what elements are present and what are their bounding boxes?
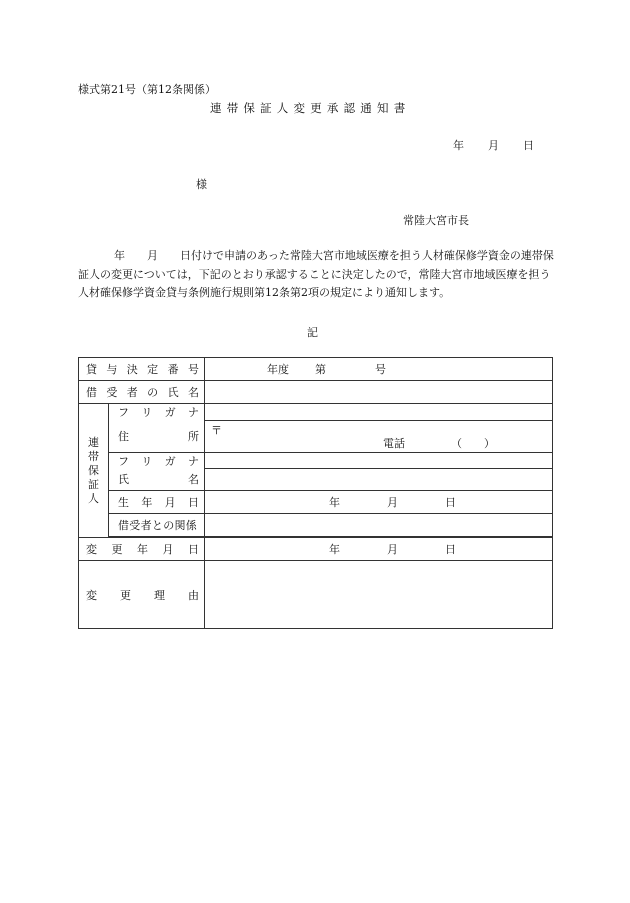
guarantor-name-furigana-value[interactable]	[205, 452, 553, 469]
label-char: 者	[126, 386, 138, 399]
guarantor-change-table	[78, 357, 553, 629]
label-char: ガ	[164, 406, 176, 419]
label-char: 月	[164, 496, 176, 509]
loan-dai-label: 第	[315, 363, 326, 376]
label-char: リ	[141, 406, 153, 419]
guarantor-birth-label	[109, 491, 205, 514]
borrower-name-label	[79, 381, 205, 404]
loan-number-label	[79, 358, 205, 381]
label-char: ナ	[187, 406, 199, 419]
issue-date	[453, 137, 534, 153]
label-char: 変	[86, 588, 97, 602]
issue-month-label: 月	[488, 139, 499, 152]
label-char: 氏	[167, 386, 179, 399]
body-text: 日付けで申請のあった常陸大宮市地域医療を担う人材確保修学資金の連帯保証人の変更については，下記のとおり承認することに決定したので，常陸大宮市地域医療を担う人材確保修学資金貸与条例施行規則第12条第2項の規定により通知します。	[78, 249, 554, 299]
loan-nendo-label: 年度	[267, 363, 289, 376]
label-char: 与	[106, 363, 118, 376]
guarantor-address-value[interactable]	[205, 420, 553, 452]
change-date-value[interactable]	[205, 538, 553, 561]
guarantor-address-furigana-value[interactable]	[205, 404, 553, 421]
label-char: 由	[188, 588, 199, 602]
guarantor-name-value[interactable]	[205, 469, 553, 491]
guarantor-relation-label	[109, 514, 205, 537]
guarantor-birth-value[interactable]	[205, 491, 553, 514]
body-paragraph	[78, 247, 558, 303]
loan-number-value[interactable]	[205, 358, 553, 381]
ki-heading: 記	[307, 326, 318, 339]
birth-day-label: 日	[445, 496, 456, 509]
body-month-label: 月	[147, 249, 158, 262]
label-char: の	[147, 386, 159, 399]
postal-mark: 〒	[211, 423, 222, 437]
label-char: 変	[86, 543, 97, 556]
label-char: 貸	[86, 363, 97, 376]
document-title: 連帯保証人変更承認通知書	[210, 101, 411, 115]
label-char: 理	[154, 588, 165, 602]
label-char: 氏	[118, 473, 129, 487]
body-year-label: 年	[114, 249, 125, 262]
guarantor-relation-value[interactable]	[205, 514, 553, 537]
change-reason-label	[79, 561, 205, 629]
vertical-label-char: 保	[88, 463, 99, 477]
vertical-label-char: 連	[88, 435, 99, 449]
label-char: フ	[118, 406, 129, 419]
label-char: ガ	[164, 454, 176, 468]
change-reason-value[interactable]	[205, 561, 553, 629]
vertical-label-char: 帯	[88, 449, 99, 463]
label-char: 号	[187, 363, 199, 376]
label-char: 住	[118, 429, 129, 443]
relation-label-text: 借受者との関係	[118, 519, 198, 532]
label-char: 生	[118, 496, 129, 509]
vertical-label-char: 人	[88, 491, 99, 505]
birth-year-label: 年	[329, 496, 340, 509]
issue-year-label: 年	[453, 139, 464, 152]
guarantor-furigana-label	[109, 404, 205, 421]
label-char: 年	[141, 496, 153, 509]
phone-label: 電話	[383, 436, 405, 450]
label-char: 名	[188, 473, 199, 487]
change-month-label: 月	[387, 543, 398, 556]
guarantor-group-label	[79, 404, 109, 538]
label-char: 更	[111, 543, 123, 556]
label-char: 借	[86, 386, 97, 399]
guarantor-name-furigana-label	[109, 452, 205, 469]
phone-paren: （ ）	[451, 436, 495, 450]
birth-month-label: 月	[387, 496, 398, 509]
label-char: 番	[167, 363, 179, 376]
label-char: リ	[141, 454, 153, 468]
change-day-label: 日	[445, 543, 456, 556]
guarantor-name-label	[109, 469, 205, 491]
change-date-label	[79, 538, 205, 561]
label-char: 日	[188, 543, 199, 556]
label-char: 決	[126, 363, 138, 376]
label-char: 年	[137, 543, 148, 556]
borrower-name-value[interactable]	[205, 381, 553, 404]
label-char: 更	[120, 588, 131, 602]
sender-name: 常陸大宮市長	[403, 214, 469, 227]
label-char: フ	[118, 454, 129, 468]
label-char: 受	[106, 386, 118, 399]
vertical-label-char: 証	[88, 477, 99, 491]
label-char: 月	[162, 543, 174, 556]
label-char: 所	[188, 429, 199, 443]
change-year-label: 年	[329, 543, 340, 556]
label-char: 日	[187, 496, 199, 509]
label-char: ナ	[187, 454, 199, 468]
form-number: 様式第21号（第12条関係）	[78, 83, 216, 96]
label-char: 定	[147, 363, 159, 376]
loan-go-label: 号	[375, 363, 386, 376]
guarantor-address-label	[109, 420, 205, 452]
issue-day-label: 日	[523, 139, 534, 152]
label-char: 名	[187, 386, 199, 399]
addressee-suffix: 様	[196, 178, 207, 191]
